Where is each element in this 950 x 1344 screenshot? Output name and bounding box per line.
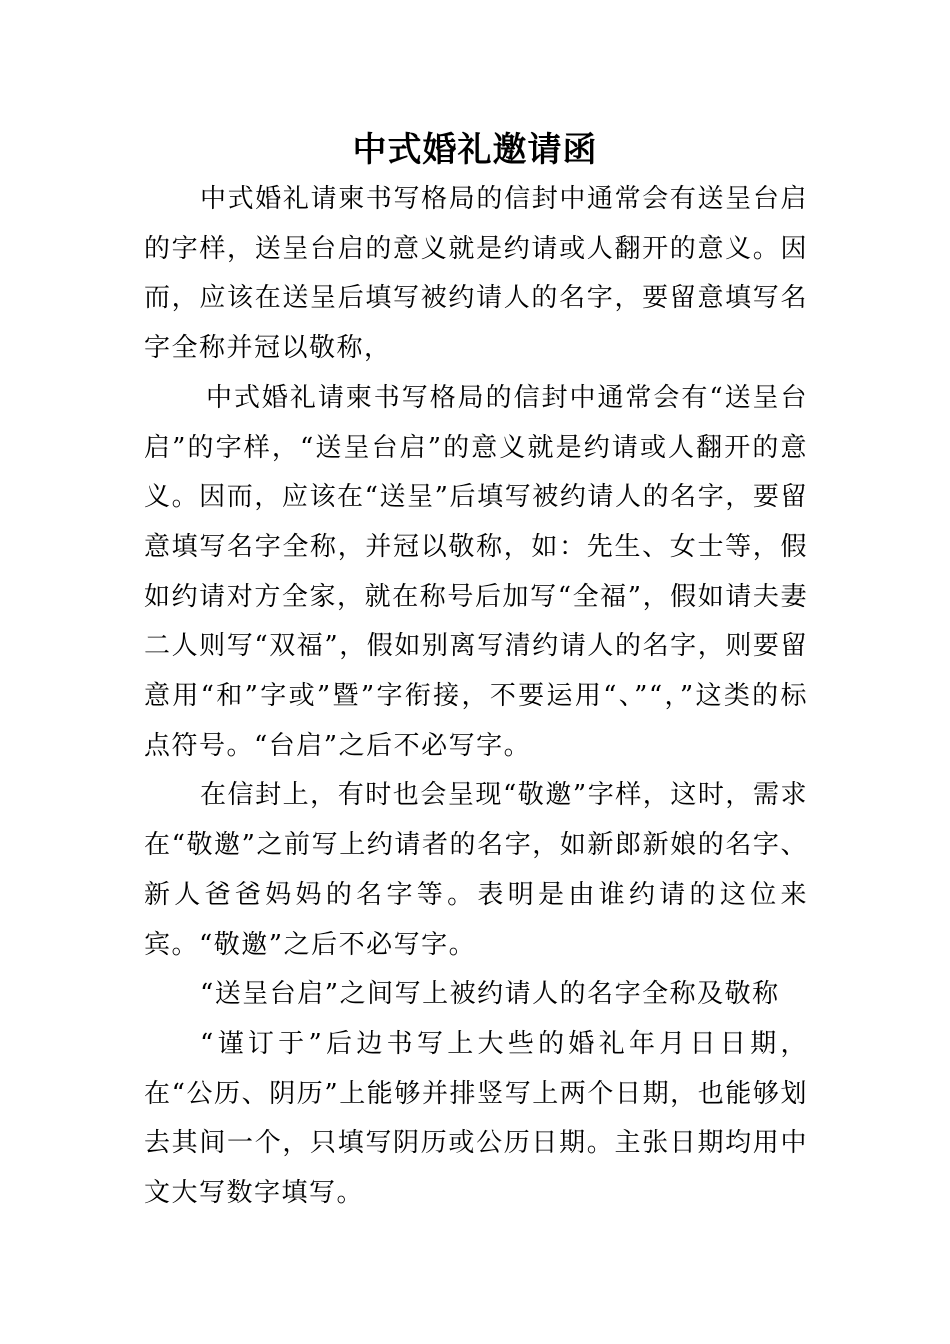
paragraph-4: “送呈台启”之间写上被约请人的名字全称及敬称 (200, 979, 780, 1010)
paragraph-1: 中式婚礼请柬书写格局的信封中通常会有送呈台启的字样，送呈台启的意义就是约请或人翻开的意义。因而，应该在送呈后填写被约请人的名字，要留意填写名字全称并冠以敬称， (144, 184, 808, 364)
page-title: 中式婚礼邀请函 (352, 130, 598, 170)
paragraph-2: 中式婚礼请柬书写格局的信封中通常会有“送呈台启”的字样，“送呈台启”的意义就是约请或人翻开的意义。因而，应该在“送呈”后填写被约请人的名字，要留意填写名字全称，并冠以敬称，如：先生、女士等，假如约请对方全家，就在称号后加写“全福”，假如请夫妻二人则写“双福”，假如别离写清约请人的名字，则要留意用“和”字或”暨”字衔接，不要运用“、”“，”这类的标点符号。“台启”之后不必写字。 (144, 382, 808, 761)
paragraph-5: “谨订于”后边书写上大些的婚礼年月日日期，在“公历、阴历”上能够并排竖写上两个日期，也能够划去其间一个，只填写阴历或公历日期。主张日期均用中文大写数字填写。 (144, 1028, 808, 1209)
document-body (144, 175, 808, 1219)
paragraph-3: 在信封上，有时也会呈现“敬邀”字样，这时，需求在“敬邀”之前写上约请者的名字，如新郎新娘的名字、新人爸爸妈妈的名字等。表明是由谁约请的这位来宾。“敬邀”之后不必写字。 (144, 780, 808, 960)
